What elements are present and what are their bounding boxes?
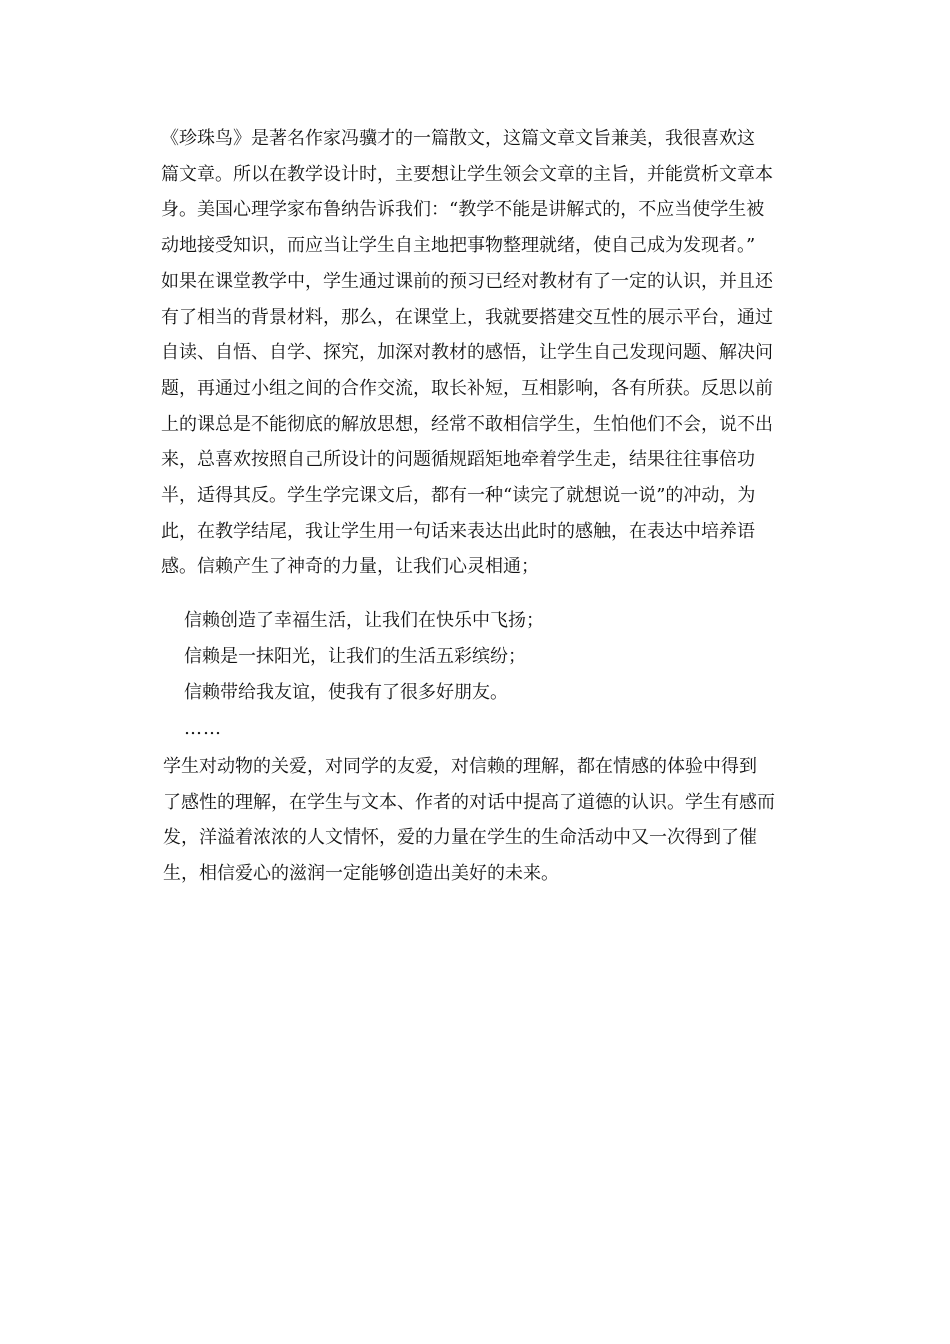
paragraph-line: 身。美国心理学家布鲁纳告诉我们：“教学不能是讲解式的，不应当使学生被 bbox=[161, 199, 765, 221]
paragraph-line: 有了相当的背景材料，那么，在课堂上，我就要搭建交互性的展示平台，通过 bbox=[161, 306, 773, 328]
poem-line: 信赖带给我友谊，使我有了很多好朋友。 bbox=[184, 682, 508, 703]
paragraph-line: 半，适得其反。学生学完课文后，都有一种“读完了就想说一说”的冲动，为 bbox=[161, 485, 756, 507]
paragraph-line: 感。信赖产生了神奇的力量，让我们心灵相通； bbox=[161, 556, 539, 578]
ellipsis: …… bbox=[184, 718, 222, 739]
paragraph-line: 题，再通过小组之间的合作交流，取长补短，互相影响，各有所获。反思以前 bbox=[161, 377, 773, 399]
paragraph-line: 生，相信爱心的滋润一定能够创造出美好的未来。 bbox=[163, 863, 559, 885]
poem-line: 信赖创造了幸福生活，让我们在快乐中飞扬； bbox=[184, 610, 544, 631]
paragraph-line: 了感性的理解，在学生与文本、作者的对话中提高了道德的认识。学生有感而 bbox=[163, 791, 775, 813]
paragraph-line: 篇文章。所以在教学设计时，主要想让学生领会文章的主旨，并能赏析文章本 bbox=[161, 163, 773, 185]
paragraph-teaching-reflection bbox=[143, 121, 808, 585]
paragraph-line: 学生对动物的关爱，对同学的友爱，对信赖的理解，都在情感的体验中得到 bbox=[163, 756, 757, 777]
poem-line: 信赖是一抹阳光，让我们的生活五彩缤纷； bbox=[184, 646, 526, 667]
paragraph-line: 发，洋溢着浓浓的人文情怀，爱的力量在学生的生命活动中又一次得到了催 bbox=[163, 827, 757, 849]
paragraph-line: 《珍珠鸟》是著名作家冯骥才的一篇散文，这篇文章文旨兼美，我很喜欢这 bbox=[161, 128, 755, 149]
paragraph-line: 如果在课堂教学中，学生通过课前的预习已经对教材有了一定的认识，并且还 bbox=[161, 270, 773, 292]
paragraph-line: 动地接受知识，而应当让学生自主地把事物整理就绪，使自己成为发现者。” bbox=[161, 235, 756, 257]
paragraph-line: 自读、自悟、自学、探究，加深对教材的感悟，让学生自己发现问题、解决问 bbox=[161, 342, 773, 364]
paragraph-conclusion bbox=[143, 749, 808, 892]
paragraph-line: 上的课总是不能彻底的解放思想，经常不敢相信学生，生怕他们不会，说不出 bbox=[161, 413, 773, 435]
paragraph-line: 此，在教学结尾，我让学生用一句话来表达出此时的感触，在表达中培养语 bbox=[161, 520, 755, 542]
paragraph-line: 来，总喜欢按照自己所设计的问题循规蹈矩地牵着学生走，结果往往事倍功 bbox=[161, 449, 755, 471]
